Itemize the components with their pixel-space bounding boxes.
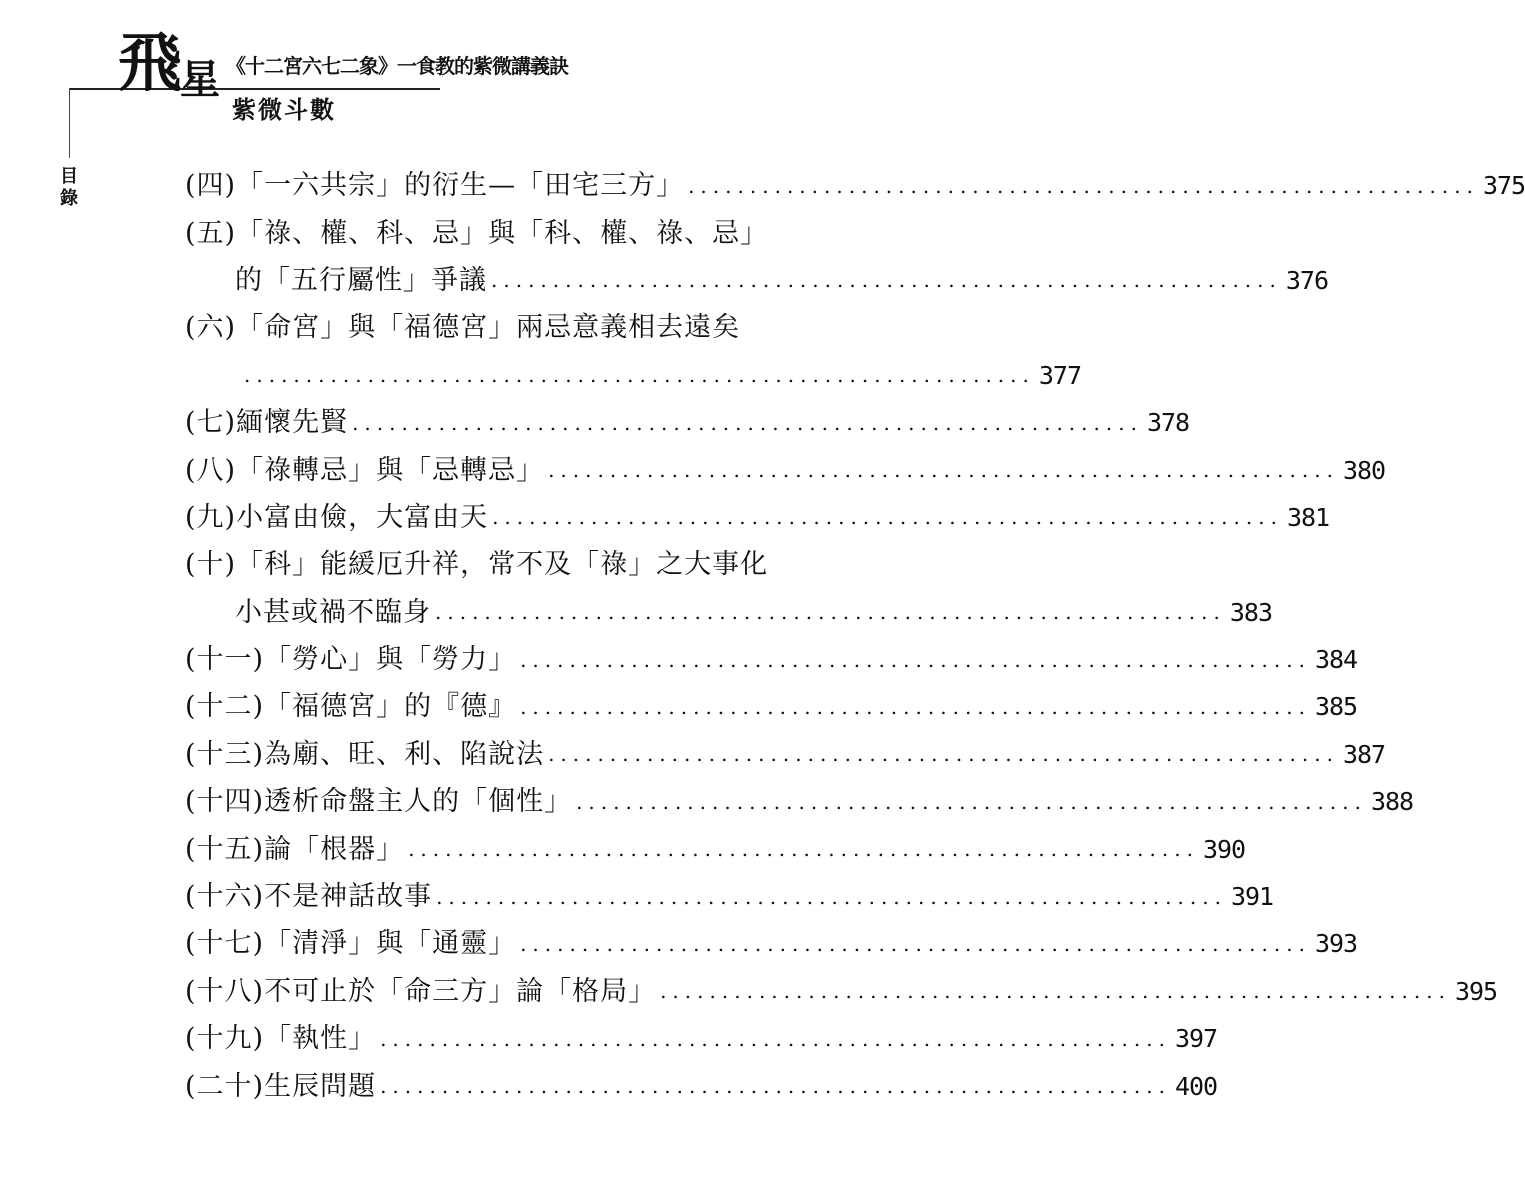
dot-leader: ................................................................ <box>435 600 1226 625</box>
dot-leader: ................................................................ <box>492 505 1283 530</box>
toc-entry-title: (十一)「勞心」與「勞力」 <box>185 644 517 676</box>
book-series-title: 《十二宮六七二象》一食教的紫微講義訣 <box>226 54 568 78</box>
toc-entry <box>185 209 769 256</box>
toc-entry-page: 378 <box>1146 408 1190 438</box>
toc-entry <box>185 968 1498 1015</box>
toc-entry <box>185 731 1386 778</box>
toc-entry <box>185 636 1358 683</box>
toc-entry <box>185 683 1358 730</box>
toc-entry <box>185 920 1358 967</box>
dot-leader: ................................................................ <box>520 694 1311 719</box>
dot-leader: ................................................................ <box>408 837 1199 862</box>
toc-entry-title: 的「五行屬性」爭議 <box>235 264 487 296</box>
toc-entry <box>185 162 1525 209</box>
toc-entry-page: 390 <box>1202 834 1246 864</box>
toc-entry <box>185 446 1386 493</box>
book-title-char-1: 飛 <box>118 26 180 101</box>
toc-entry-title: (十八)不可止於「命三方」論「格局」 <box>185 975 657 1007</box>
dot-leader: ................................................................ <box>548 458 1339 483</box>
toc-entry <box>185 778 1414 825</box>
toc-entry-title: (十七)「清淨」與「通靈」 <box>185 928 517 960</box>
toc-entry-title: (十三)為廟、旺、利、陷說法 <box>185 738 545 770</box>
dot-leader: ................................................................ <box>380 1074 1171 1099</box>
toc-entry-page: 391 <box>1230 882 1274 912</box>
toc-entry-title: (九)小富由儉，大富由天 <box>185 501 489 533</box>
toc-entry-page: 397 <box>1174 1024 1218 1054</box>
toc-entry-title: (八)「祿轉忌」與「忌轉忌」 <box>185 454 545 486</box>
toc-entry-title: (十四)透析命盤主人的「個性」 <box>185 786 573 818</box>
table-of-contents <box>185 162 1525 1110</box>
dot-leader: ................................................................ <box>436 884 1227 909</box>
toc-entry <box>185 873 1274 920</box>
toc-entry <box>185 399 1190 446</box>
toc-entry-page: 380 <box>1342 455 1386 485</box>
toc-entry-page: 385 <box>1314 692 1358 722</box>
book-title-char-2: 星 <box>180 56 220 103</box>
dot-leader: ................................................................ <box>520 931 1311 956</box>
toc-entry-title: (六)「命宮」與「福德宮」兩忌意義相去遠矣 <box>185 312 741 344</box>
toc-entry-title: (十六)不是神話故事 <box>185 881 433 913</box>
toc-entry <box>185 494 1330 541</box>
toc-entry-continuation <box>185 352 1082 399</box>
dot-leader: ................................................................ <box>576 789 1367 814</box>
toc-entry-page: 395 <box>1454 976 1498 1006</box>
toc-entry-page: 388 <box>1370 787 1414 817</box>
section-tab <box>58 168 80 212</box>
dot-leader: ................................................................ <box>352 410 1143 435</box>
toc-entry-page: 387 <box>1342 739 1386 769</box>
toc-entry-title: (七)緬懷先賢 <box>185 407 349 439</box>
dot-leader: ................................................................ <box>491 268 1282 293</box>
toc-entry-title: (四)「一六共宗」的衍生—「田宅三方」 <box>185 170 685 202</box>
toc-entry-page: 381 <box>1286 502 1330 532</box>
toc-entry-title: (十二)「福德宮」的『德』 <box>185 691 517 723</box>
toc-entry-page: 375 <box>1482 171 1525 201</box>
dot-leader: ................................................................ <box>244 363 1035 388</box>
toc-entry-title: (十)「科」能緩厄升祥，常不及「祿」之大事化 <box>185 549 769 581</box>
toc-entry <box>185 825 1246 872</box>
toc-entry-continuation <box>185 589 1273 636</box>
toc-entry-continuation <box>185 257 1329 304</box>
toc-entry-page: 384 <box>1314 645 1358 675</box>
toc-entry-title: (二十)生辰問題 <box>185 1070 377 1102</box>
toc-entry-page: 383 <box>1229 597 1273 627</box>
dot-leader: ................................................................ <box>688 173 1479 198</box>
toc-entry-title: (五)「祿、權、科、忌」與「科、權、祿、忌」 <box>185 217 769 249</box>
section-tab-char: 目 <box>60 166 78 187</box>
book-subtitle: 紫微斗數 <box>232 95 336 124</box>
dot-leader: ................................................................ <box>520 647 1311 672</box>
dot-leader: ................................................................ <box>660 979 1451 1004</box>
toc-entry <box>185 541 769 588</box>
toc-entry <box>185 1062 1218 1109</box>
book-header <box>0 0 807 160</box>
toc-entry-title: 小甚或禍不臨身 <box>235 596 431 628</box>
toc-entry-title: (十五)論「根器」 <box>185 833 405 865</box>
section-tab-char: 錄 <box>60 188 78 209</box>
toc-entry <box>185 304 759 351</box>
toc-entry-title: (十九)「執性」 <box>185 1023 377 1055</box>
toc-entry-page: 400 <box>1174 1071 1218 1101</box>
toc-entry-page: 377 <box>1038 360 1082 390</box>
toc-entry-page: 376 <box>1285 265 1329 295</box>
toc-entry <box>185 1015 1218 1062</box>
toc-entry-page: 393 <box>1314 929 1358 959</box>
margin-line <box>69 88 70 158</box>
dot-leader: ................................................................ <box>548 742 1339 767</box>
dot-leader: ................................................................ <box>380 1026 1171 1051</box>
